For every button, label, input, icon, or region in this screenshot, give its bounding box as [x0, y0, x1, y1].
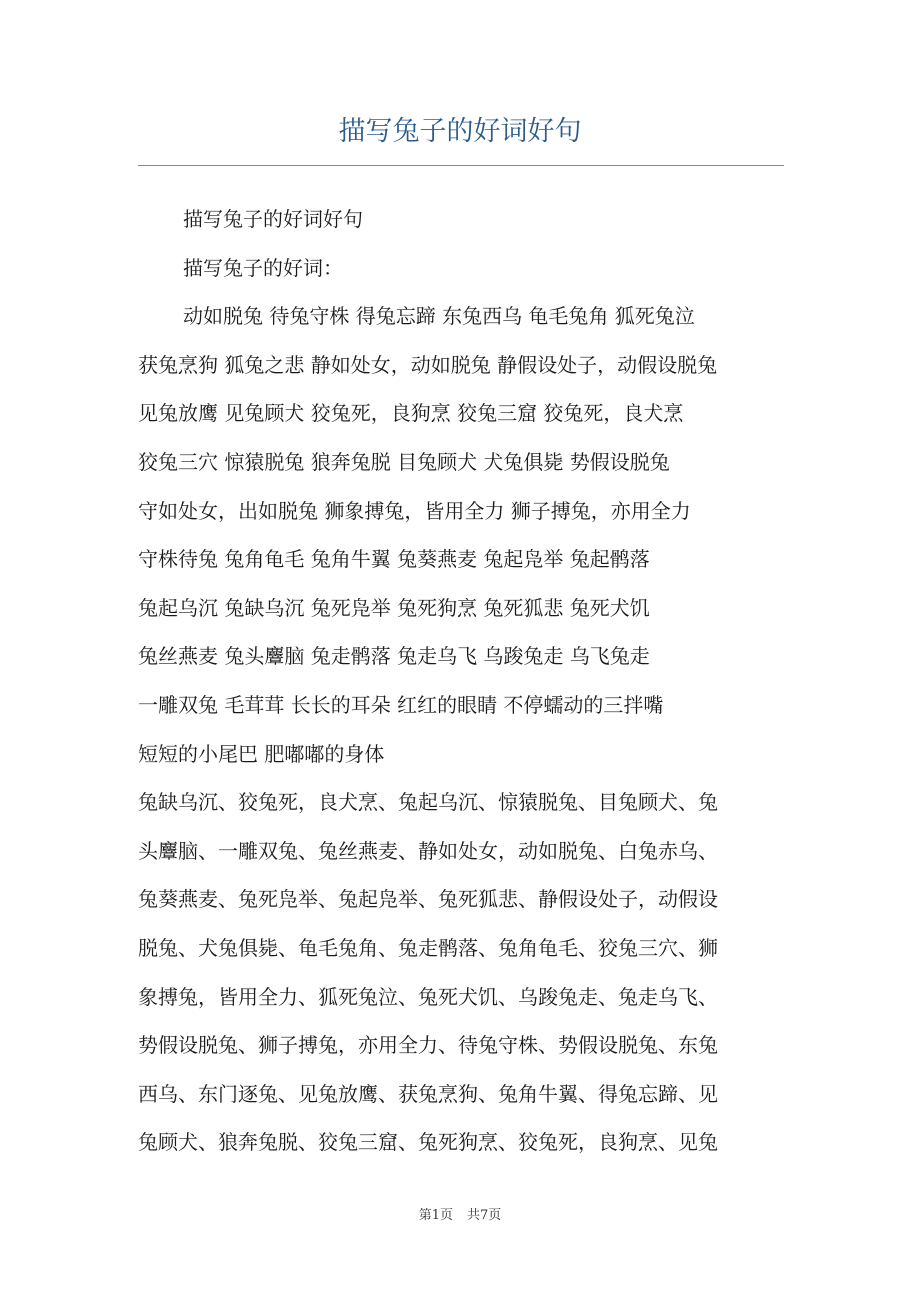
page-number: 第1页 — [418, 1208, 453, 1223]
page-footer — [0, 1206, 920, 1226]
text-line: 见兔放鹰 见兔顾犬 狡兔死，良狗烹 狡兔三窟 狡兔死，良犬烹 — [138, 401, 684, 426]
page-total: 共7页 — [467, 1208, 502, 1223]
text-line: 守如处女，出如脱兔 狮象搏兔，皆用全力 狮子搏兔，亦用全力 — [138, 498, 691, 523]
text-line: 脱兔、犬兔俱毙、龟毛兔角、兔走鹘落、兔角龟毛、狡兔三穴、狮 — [138, 935, 718, 960]
text-line: 象搏兔，皆用全力、狐死兔泣、兔死犬饥、乌踆兔走、兔走乌飞、 — [138, 984, 718, 1009]
text-line: 一雕双兔 毛茸茸 长长的耳朵 红红的眼睛 不停蠕动的三拌嘴 — [138, 692, 664, 717]
text-line: 描写兔子的好词： — [183, 255, 343, 280]
text-line: 兔顾犬、狼奔兔脱、狡兔三窟、兔死狗烹、狡兔死，良狗烹、见兔 — [138, 1130, 718, 1155]
text-line: 势假设脱兔、狮子搏兔，亦用全力、待兔守株、势假设脱兔、东兔 — [138, 1033, 718, 1058]
text-line: 头麞脑、一雕双兔、兔丝燕麦、静如处女，动如脱兔、白兔赤乌、 — [138, 838, 718, 863]
text-line: 动如脱兔 待兔守株 得兔忘蹄 东兔西乌 龟毛兔角 狐死兔泣 — [183, 304, 695, 329]
text-line: 兔缺乌沉、狡兔死，良犬烹、兔起乌沉、惊猿脱兔、目兔顾犬、兔 — [138, 790, 718, 815]
document-title: 描写兔子的好词好句 — [338, 116, 582, 147]
text-line: 获兔烹狗 狐兔之悲 静如处女，动如脱兔 静假设处子，动假设脱兔 — [138, 352, 718, 377]
text-line: 兔葵燕麦、兔死凫举、兔起凫举、兔死狐悲、静假设处子，动假设 — [138, 887, 718, 912]
text-line: 兔起乌沉 兔缺乌沉 兔死凫举 兔死狗烹 兔死狐悲 兔死犬饥 — [138, 595, 650, 620]
text-line: 兔丝燕麦 兔头麞脑 兔走鹘落 兔走乌飞 乌踆兔走 乌飞兔走 — [138, 644, 650, 669]
text-line: 狡兔三穴 惊猿脱兔 狼奔兔脱 目兔顾犬 犬兔俱毙 势假设脱兔 — [138, 449, 670, 474]
text-line: 短短的小尾巴 肥嘟嘟的身体 — [138, 741, 385, 766]
text-line: 守株待兔 兔角龟毛 兔角牛翼 兔葵燕麦 兔起凫举 兔起鹘落 — [138, 547, 650, 572]
text-line: 西乌、东门逐兔、见兔放鹰、获兔烹狗、兔角牛翼、得兔忘蹄、见 — [138, 1081, 718, 1106]
document-body — [138, 195, 788, 1167]
text-line: 描写兔子的好词好句 — [183, 207, 363, 231]
title-divider — [138, 165, 784, 166]
